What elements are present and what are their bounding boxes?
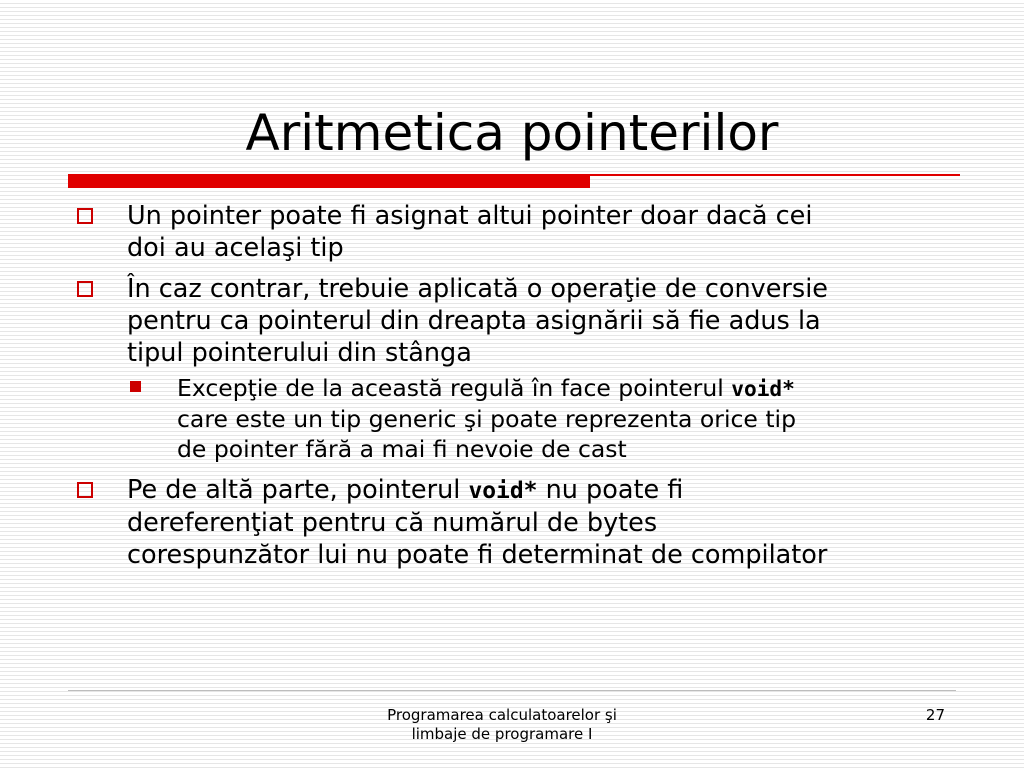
bullet-3-line-2: dereferenţiat pentru că numărul de bytes [127,508,658,538]
solid-square-bullet-icon [130,381,141,392]
bullet-1-text [127,200,957,264]
bullet-2-line-2: pentru ca pointerul din dreapta asignării să fie adus la [127,306,821,336]
sub-bullet-line-2: care este un tip generic şi poate reprezenta orice tip [177,405,796,433]
void-pointer-code: void* [468,478,538,504]
bullet-2-line-3: tipul pointerului din stânga [127,338,472,368]
sub-bullet-text [177,373,947,464]
void-pointer-code: void* [731,376,795,401]
bullet-1-line-1: Un pointer poate fi asignat altui pointer doar dacă cei [127,201,813,231]
bullet-1-line-2: doi au acelaşi tip [127,233,344,263]
footer-course-line-2: limbaje de programare I [411,725,593,743]
hollow-square-bullet-icon [77,208,93,224]
sub-bullet-line-1-text: Excepţie de la această regulă în face pointerul [177,374,732,402]
hollow-square-bullet-icon [77,482,93,498]
bullet-3-line-1 [127,474,957,507]
footer-divider [68,690,956,691]
bullet-2-line-1: În caz contrar, trebuie aplicată o operaţie de conversie [127,274,828,304]
bullet-3-line-1-tail: nu poate fi [537,475,684,505]
sub-bullet-line-3: de pointer fără a mai fi nevoie de cast [177,435,627,463]
page-number: 27 [925,706,945,724]
bullet-2-text [127,273,957,369]
footer-course-name [352,706,652,744]
bullet-3-text [127,474,957,571]
sub-bullet-line-1 [177,373,947,404]
bullet-3-line-1-text: Pe de altă parte, pointerul [127,475,469,505]
slide-title: Aritmetica pointerilor [245,104,779,162]
hollow-square-bullet-icon [77,281,93,297]
bullet-3-line-3: corespunzător lui nu poate fi determinat de compilator [127,540,828,570]
footer-course-line-1: Programarea calculatoarelor şi [387,706,617,724]
